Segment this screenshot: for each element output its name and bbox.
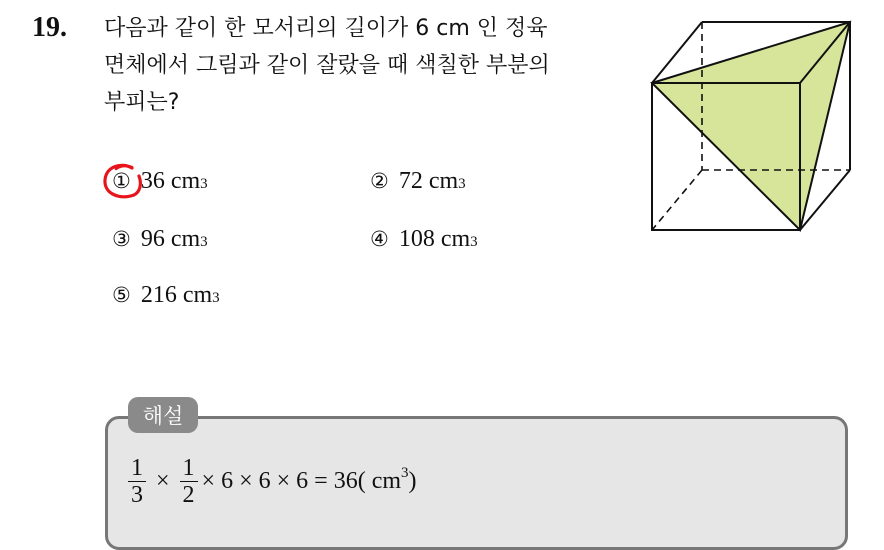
choice-1-unit: cm: [170, 168, 201, 194]
choice-3-value: 96: [140, 226, 165, 252]
solution-label: 해설: [128, 397, 198, 433]
choice-3-unit: cm: [170, 226, 201, 252]
times-sign: ×: [156, 468, 170, 494]
choice-5-unit: cm: [182, 282, 213, 308]
question-number: 19.: [32, 12, 67, 43]
frac2-denominator: 2: [182, 482, 195, 508]
choice-4-unit: cm: [440, 226, 471, 252]
shaded-triangle: [652, 22, 850, 230]
choice-4-number: ④: [370, 227, 389, 251]
fraction-one-half: [180, 455, 198, 508]
choice-5-value: 216: [140, 282, 177, 308]
choice-1-value: 36: [140, 168, 165, 194]
choice-5-number: ⑤: [112, 283, 131, 307]
question-line-1: 다음과 같이 한 모서리의 길이가 6 cm 인 정육: [104, 16, 548, 41]
frac1-numerator: 1: [128, 455, 146, 482]
choice-1-exponent: 3: [200, 176, 208, 192]
question-line-2: 면체에서 그림과 같이 잘랐을 때 색칠한 부분의: [104, 53, 550, 78]
frac2-numerator: 1: [180, 455, 198, 482]
question-line-3: 부피는?: [104, 90, 180, 115]
choice-4[interactable]: [370, 226, 478, 253]
choice-2-value: 72: [398, 168, 423, 194]
choice-1-number: ①: [112, 169, 131, 193]
formula-rest: × 6 × 6 × 6 = 36(: [201, 468, 366, 494]
cube-figure: [640, 12, 860, 237]
choice-3-exponent: 3: [200, 234, 208, 250]
formula-close: ): [408, 468, 417, 494]
formula-unit: cm: [371, 468, 402, 494]
choice-2-unit: cm: [428, 168, 459, 194]
choice-3[interactable]: [112, 226, 208, 253]
formula-exponent: 3: [401, 465, 409, 481]
choice-2[interactable]: [370, 168, 466, 195]
choice-2-exponent: 3: [458, 176, 466, 192]
question-text: [104, 10, 624, 121]
choice-4-exponent: 3: [470, 234, 478, 250]
frac1-denominator: 3: [131, 482, 143, 508]
choice-4-value: 108: [398, 226, 435, 252]
fraction-one-third: [128, 455, 146, 508]
answer-circle-mark: [102, 162, 142, 200]
choice-2-number: ②: [370, 169, 389, 193]
choice-5[interactable]: [112, 282, 220, 309]
choice-3-number: ③: [112, 227, 131, 251]
choice-5-exponent: 3: [212, 290, 220, 306]
solution-formula: [124, 455, 417, 508]
